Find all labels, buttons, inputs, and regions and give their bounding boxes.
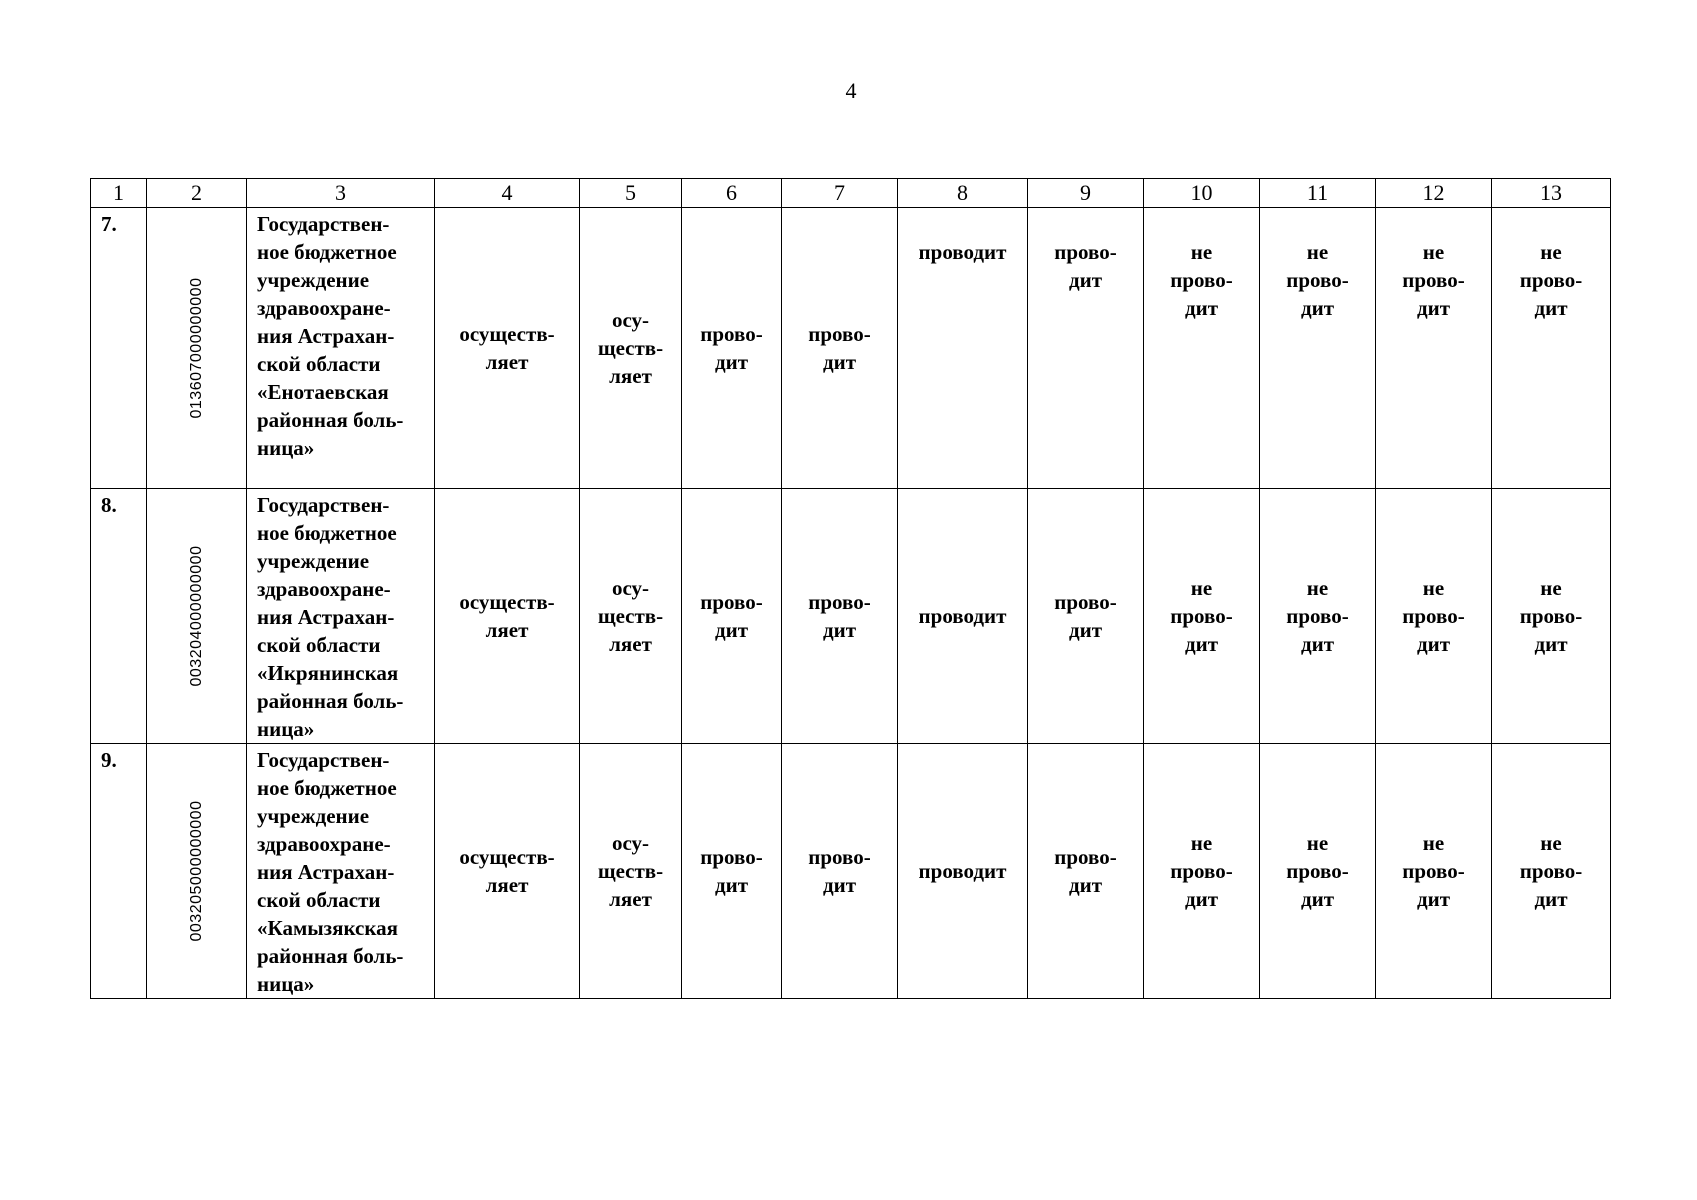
status-cell: осуществ- ляет (435, 744, 580, 999)
table-row (91, 208, 1611, 489)
column-header: 7 (782, 179, 898, 208)
column-header: 8 (898, 179, 1028, 208)
org-code-cell (147, 208, 247, 489)
row-number: 8. (91, 489, 147, 744)
table-row (91, 744, 1611, 999)
status-cell: прово- дит (682, 208, 782, 489)
status-cell: не прово- дит (1144, 489, 1260, 744)
column-header: 3 (247, 179, 435, 208)
org-code: 003204000000000 (187, 545, 205, 687)
column-header: 5 (580, 179, 682, 208)
register-table (90, 178, 1611, 999)
status-cell: прово- дит (1028, 489, 1144, 744)
status-cell: осуществ- ляет (435, 489, 580, 744)
status-cell: прово- дит (1028, 208, 1144, 489)
column-header: 13 (1492, 179, 1611, 208)
status-cell: не прово- дит (1492, 744, 1611, 999)
column-header: 12 (1376, 179, 1492, 208)
page-number: 4 (845, 78, 857, 103)
table-body (91, 208, 1611, 999)
table-row (91, 489, 1611, 744)
status-cell: осу- ществ- ляет (580, 489, 682, 744)
status-cell: прово- дит (682, 489, 782, 744)
status-cell: не прово- дит (1144, 208, 1260, 489)
org-name: Государствен- ное бюджетное учреждение здравоохране- ния Астрахан- ской области «Икрянинская районная боль- ница» (247, 489, 435, 744)
row-number: 9. (91, 744, 147, 999)
org-code: 003205000000000 (187, 800, 205, 942)
column-header: 4 (435, 179, 580, 208)
column-header: 1 (91, 179, 147, 208)
status-cell: проводит (898, 208, 1028, 489)
org-code-cell (147, 489, 247, 744)
column-header: 11 (1260, 179, 1376, 208)
status-cell: прово- дит (1028, 744, 1144, 999)
status-cell: не прово- дит (1260, 489, 1376, 744)
column-header: 2 (147, 179, 247, 208)
status-cell: не прово- дит (1492, 489, 1611, 744)
status-cell: проводит (898, 489, 1028, 744)
org-name: Государствен- ное бюджетное учреждение здравоохране- ния Астрахан- ской области «Енотаевская районная боль- ница» (247, 208, 435, 489)
status-cell: прово- дит (782, 208, 898, 489)
header-row (91, 179, 1611, 208)
status-cell: осу- ществ- ляет (580, 208, 682, 489)
status-cell: осу- ществ- ляет (580, 744, 682, 999)
status-cell: прово- дит (682, 744, 782, 999)
status-cell: не прово- дит (1376, 208, 1492, 489)
status-cell: не прово- дит (1492, 208, 1611, 489)
status-cell: прово- дит (782, 489, 898, 744)
column-header: 6 (682, 179, 782, 208)
org-code-cell (147, 744, 247, 999)
status-cell: осуществ- ляет (435, 208, 580, 489)
column-header: 9 (1028, 179, 1144, 208)
status-cell: не прово- дит (1376, 489, 1492, 744)
column-header: 10 (1144, 179, 1260, 208)
org-name: Государствен- ное бюджетное учреждение здравоохране- ния Астрахан- ской области «Камызякская районная боль- ница» (247, 744, 435, 999)
row-number: 7. (91, 208, 147, 489)
org-code: 013607000000000 (187, 277, 205, 419)
status-cell: не прово- дит (1260, 744, 1376, 999)
status-cell: проводит (898, 744, 1028, 999)
status-cell: не прово- дит (1144, 744, 1260, 999)
status-cell: прово- дит (782, 744, 898, 999)
status-cell: не прово- дит (1376, 744, 1492, 999)
status-cell: не прово- дит (1260, 208, 1376, 489)
